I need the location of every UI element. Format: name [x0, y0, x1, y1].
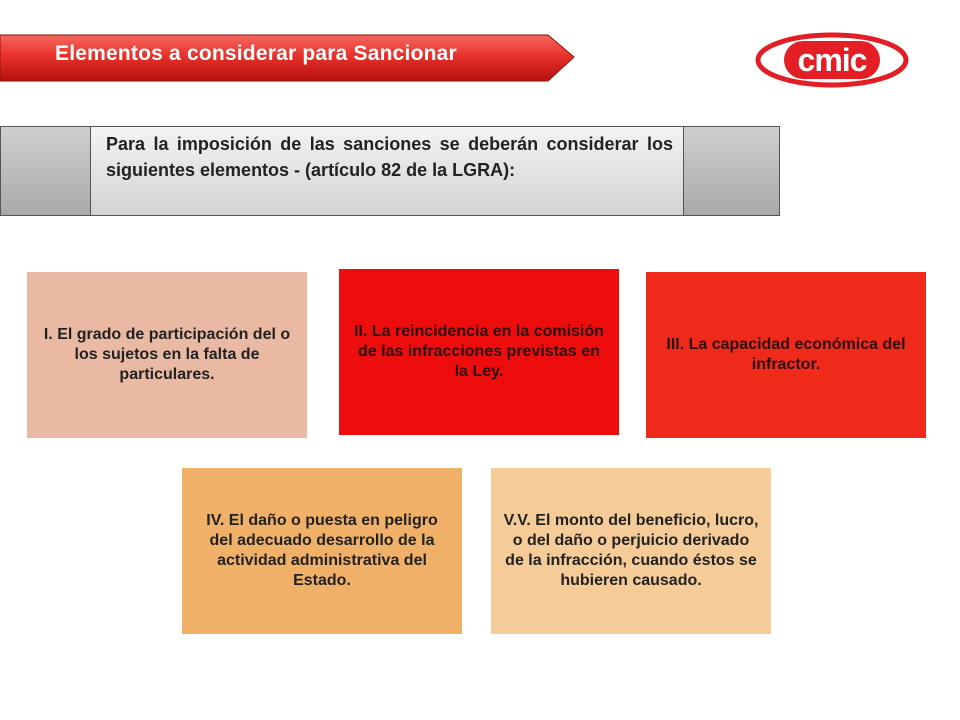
element-text-3: III. La capacidad económica del infractor.	[666, 336, 906, 373]
element-text-1: I. El grado de participación del o los sujetos en la falta de particulares.	[43, 326, 291, 383]
intro-text: Para la imposición de las sanciones se deberán considerar los siguientes elementos - (artículo 82 de la LGRA):	[91, 127, 683, 215]
page-title: Elementos a considerar para Sancionar	[55, 42, 457, 65]
element-box-4	[182, 468, 462, 634]
element-text-5: V.V. El monto del beneficio, lucro, o del daño o perjuicio derivado de la infracción, cuando éstos se hubieren causado.	[503, 512, 759, 589]
intro-right-cell	[683, 127, 779, 215]
element-box-3	[646, 272, 926, 438]
svg-text:cmic: cmic	[797, 42, 867, 78]
intro-table	[0, 126, 780, 216]
element-text-4: IV. El daño o puesta en peligro del adecuado desarrollo de la actividad administrativa del Estado.	[206, 512, 438, 589]
element-box-1	[27, 272, 307, 438]
element-box-5	[491, 468, 771, 634]
intro-left-cell	[1, 127, 91, 215]
cmic-logo	[754, 32, 910, 93]
element-box-2	[339, 269, 619, 435]
element-text-2: II. La reincidencia en la comisión de las infracciones previstas en la Ley.	[354, 323, 604, 380]
